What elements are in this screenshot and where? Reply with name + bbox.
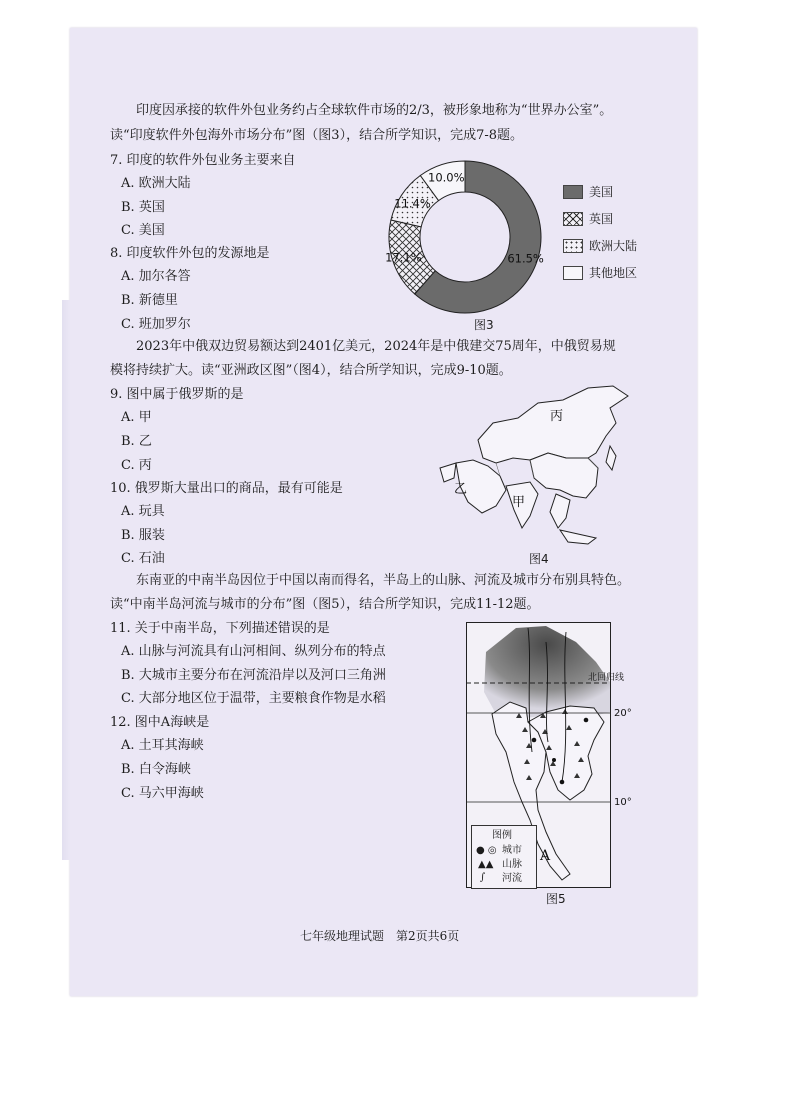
figure5-tropic-label: 北回归线 bbox=[588, 673, 625, 683]
q12-stem: 12. 图中A海峡是 bbox=[110, 715, 210, 730]
paper-edge bbox=[62, 300, 70, 860]
legend-label-other: 其他地区 bbox=[589, 266, 638, 280]
legend-river-label: 河流 bbox=[502, 873, 522, 884]
legend-swatch-europe bbox=[563, 239, 583, 253]
intro3-line1: 东南亚的中南半岛因位于中国以南而得名，半岛上的山脉、河流及城市分布别具特色。 bbox=[136, 573, 631, 588]
figure5-legend bbox=[471, 825, 537, 889]
q9-option-b[interactable]: B. 乙 bbox=[121, 434, 152, 449]
figure5-caption: 图5 bbox=[546, 892, 566, 906]
q7-option-a[interactable]: A. 欧洲大陆 bbox=[121, 176, 191, 191]
q9-option-a[interactable]: A. 甲 bbox=[121, 410, 152, 425]
intro2-line1: 2023年中俄双边贸易额达到2401亿美元，2024年是中俄建交75周年，中俄贸易规 bbox=[136, 339, 616, 354]
q8-option-a[interactable]: A. 加尔各答 bbox=[121, 269, 191, 284]
q12-option-c[interactable]: C. 马六甲海峡 bbox=[121, 786, 204, 801]
map-region-indonesia bbox=[560, 530, 596, 544]
figure3-donut-chart bbox=[385, 155, 550, 315]
map-region-russia bbox=[478, 386, 628, 463]
donut-label-uk: 17.1% bbox=[385, 250, 422, 265]
figure5-legend-title: 图例 bbox=[492, 830, 512, 841]
map-region-turkey bbox=[440, 463, 456, 482]
legend-mountain-label: 山脉 bbox=[502, 859, 522, 870]
donut-label-europe: 11.4% bbox=[394, 196, 431, 211]
figure3-caption: 图3 bbox=[474, 318, 494, 332]
q10-stem: 10. 俄罗斯大量出口的商品，最有可能是 bbox=[110, 481, 343, 496]
map-region-indochina bbox=[550, 494, 570, 528]
figure4-label-bing: 丙 bbox=[550, 409, 564, 424]
q7-option-b[interactable]: B. 英国 bbox=[121, 200, 165, 215]
intro1-line1: 印度因承接的软件外包业务约占全球软件市场的2/3，被形象地称为“世界办公室”。 bbox=[136, 103, 613, 118]
q10-option-c[interactable]: C. 石油 bbox=[121, 551, 165, 566]
q12-option-a[interactable]: A. 土耳其海峡 bbox=[121, 738, 204, 753]
river-icon: ∫ bbox=[480, 872, 486, 883]
figure4-asia-map bbox=[438, 378, 653, 548]
legend-item-europe bbox=[563, 237, 637, 254]
q11-stem: 11. 关于中南半岛，下列描述错误的是 bbox=[110, 621, 330, 636]
q11-option-a[interactable]: A. 山脉与河流具有山河相间、纵列分布的特点 bbox=[121, 644, 386, 659]
intro1-line2: 读“印度软件外包海外市场分布”图（图3），结合所学知识，完成7-8题。 bbox=[110, 128, 523, 143]
figure5-strait-label: A bbox=[540, 848, 551, 864]
city-icon: ● ◎ bbox=[476, 845, 497, 856]
q11-option-c[interactable]: C. 大部分地区位于温带，主要粮食作物是水稻 bbox=[121, 691, 386, 706]
legend-swatch-other bbox=[563, 266, 583, 280]
q7-option-c[interactable]: C. 美国 bbox=[121, 223, 165, 238]
q10-option-b[interactable]: B. 服装 bbox=[121, 528, 165, 543]
legend-swatch-uk bbox=[563, 212, 583, 226]
q11-option-b[interactable]: B. 大城市主要分布在河流沿岸以及河口三角洲 bbox=[121, 668, 386, 683]
legend-label-europe: 欧洲大陆 bbox=[589, 239, 638, 253]
mountain-icon: ▲▲ bbox=[478, 859, 494, 870]
legend-swatch-usa bbox=[563, 185, 583, 199]
q8-option-b[interactable]: B. 新德里 bbox=[121, 293, 178, 308]
donut-label-usa: 61.5% bbox=[507, 251, 544, 266]
q9-stem: 9. 图中属于俄罗斯的是 bbox=[110, 387, 244, 402]
figure4-caption: 图4 bbox=[529, 552, 549, 566]
q12-option-b[interactable]: B. 白令海峡 bbox=[121, 762, 191, 777]
legend-label-uk: 英国 bbox=[589, 212, 614, 226]
figure5-lat20-label: 20° bbox=[614, 708, 632, 719]
map-region-china bbox=[530, 453, 598, 498]
legend-label-usa: 美国 bbox=[589, 185, 614, 199]
legend-item-uk bbox=[563, 210, 613, 227]
intro2-line2: 模将持续扩大。读“亚洲政区图”（图4），结合所学知识，完成9-10题。 bbox=[110, 363, 512, 378]
q8-stem: 8. 印度软件外包的发源地是 bbox=[110, 246, 270, 261]
figure5-lat10-label: 10° bbox=[614, 797, 632, 808]
map-region-japan bbox=[606, 446, 616, 470]
figure4-label-jia: 甲 bbox=[512, 495, 526, 510]
legend-item-other bbox=[563, 264, 637, 281]
legend-city-label: 城市 bbox=[502, 845, 522, 856]
page-footer: 七年级地理试题 第2页共6页 bbox=[300, 929, 460, 943]
q8-option-c[interactable]: C. 班加罗尔 bbox=[121, 317, 191, 332]
q10-option-a[interactable]: A. 玩具 bbox=[121, 504, 165, 519]
figure4-label-yi: 乙 bbox=[454, 482, 468, 497]
q7-stem: 7. 印度的软件外包业务主要来自 bbox=[110, 153, 296, 168]
q9-option-c[interactable]: C. 丙 bbox=[121, 458, 152, 473]
donut-label-other: 10.0% bbox=[428, 170, 465, 185]
legend-item-usa bbox=[563, 183, 613, 200]
intro3-line2: 读“中南半岛河流与城市的分布”图（图5），结合所学知识，完成11-12题。 bbox=[110, 597, 540, 612]
